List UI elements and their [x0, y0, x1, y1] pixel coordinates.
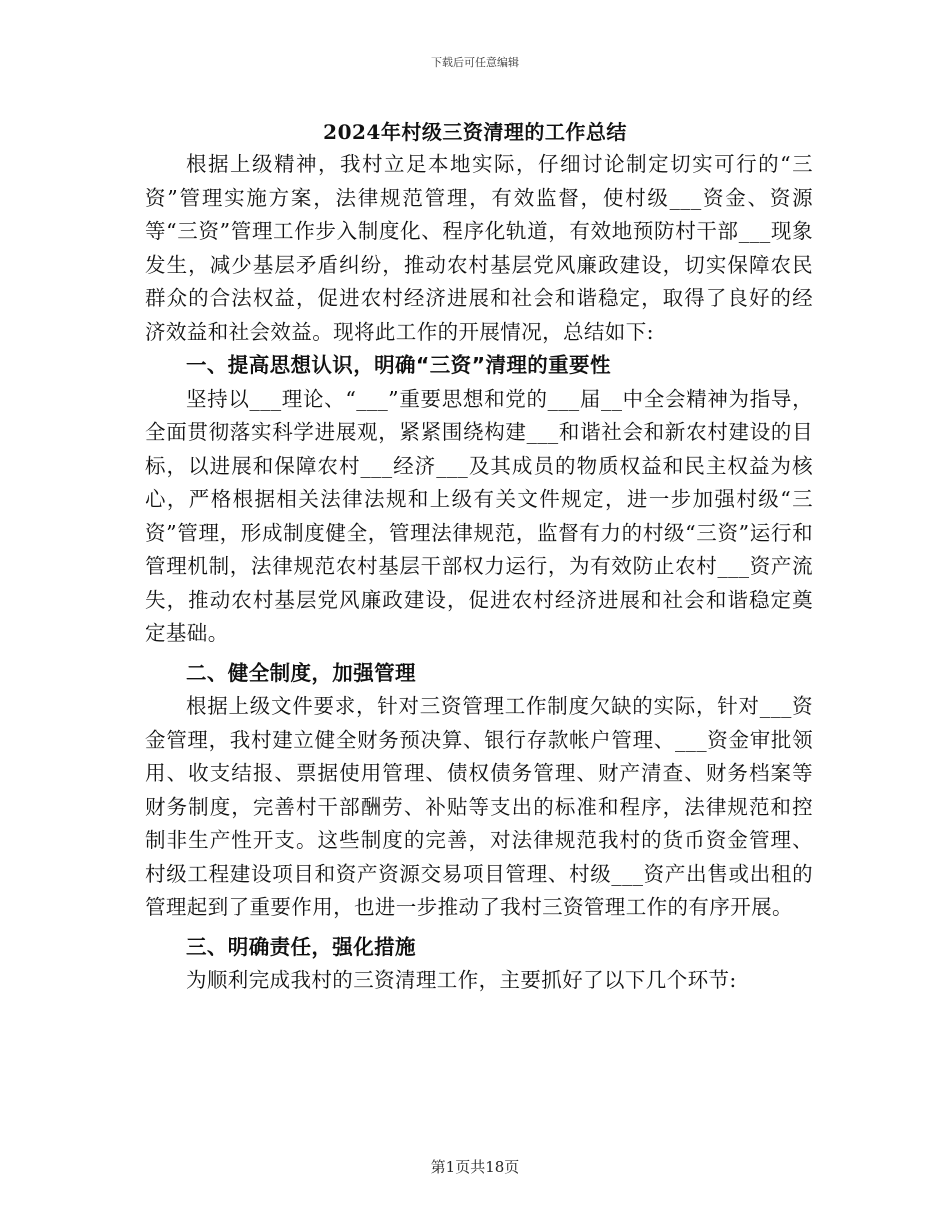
section-1-heading: 一、提高思想认识，明确“三资”清理的重要性: [186, 353, 611, 377]
section-3-heading: 三、明确责任，强化措施: [186, 934, 416, 959]
section-2-paragraph: 根据上级文件要求，针对三资管理工作制度欠缺的实际，针对___资金管理，我村建立健全财务预决算、银行存款帐户管理、___资金审批领用、收支结报、票据使用管理、债权债务管理、财产清查、财务档案等财务制度，完善村干部酬劳、补贴等支出的标准和程序，法律规范和控制非生产性开支。这些制度的完善，对法律规范我村的货币资金管理、村级工程建设项目和资产资源交易项目管理、村级___资产出售或出租的管理起到了重要作用，也进一步推动了我村三资管理工作的有序开展。: [145, 694, 813, 919]
header-note: 下载后可任意编辑: [431, 56, 519, 69]
page-number-footer: 第1页共18页: [430, 1158, 520, 1176]
section-1-paragraph: 坚持以___理论、“___”重要思想和党的___届__中全会精神为指导，全面贯彻落实科学进展观，紧紧围绕构建___和谐社会和新农村建设的目标，以进展和保障农村___经济___及其成员的物质权益和民主权益为核心，严格根据相关法律法规和上级有关文件规定，进一步加强村级“三资”管理，形成制度健全，管理法律规范，监督有力的村级“三资”运行和管理机制，法律规范农村基层干部权力运行，为有效防止农村___资产流失，推动农村基层党风廉政建设，促进农村经济进展和社会和谐稳定奠定基础。: [145, 386, 813, 645]
intro-paragraph: 根据上级精神，我村立足本地实际，仔细讨论制定切实可行的“三资”管理实施方案，法律规范管理，有效监督，使村级___资金、资源等“三资”管理工作步入制度化、程序化轨道，有效地预防村干部___现象发生，减少基层矛盾纠纷，推动农村基层党风廉政建设，切实保障农民群众的合法权益，促进农村经济进展和社会和谐稳定，取得了良好的经济效益和社会效益。现将此工作的开展情况，总结如下:: [145, 152, 813, 344]
section-3-paragraph: 为顺利完成我村的三资清理工作，主要抓好了以下几个环节:: [186, 968, 737, 992]
document-body: [145, 148, 813, 998]
document-title: 2024年村级三资清理的工作总结: [323, 120, 627, 144]
section-2-heading: 二、健全制度，加强管理: [186, 660, 416, 685]
